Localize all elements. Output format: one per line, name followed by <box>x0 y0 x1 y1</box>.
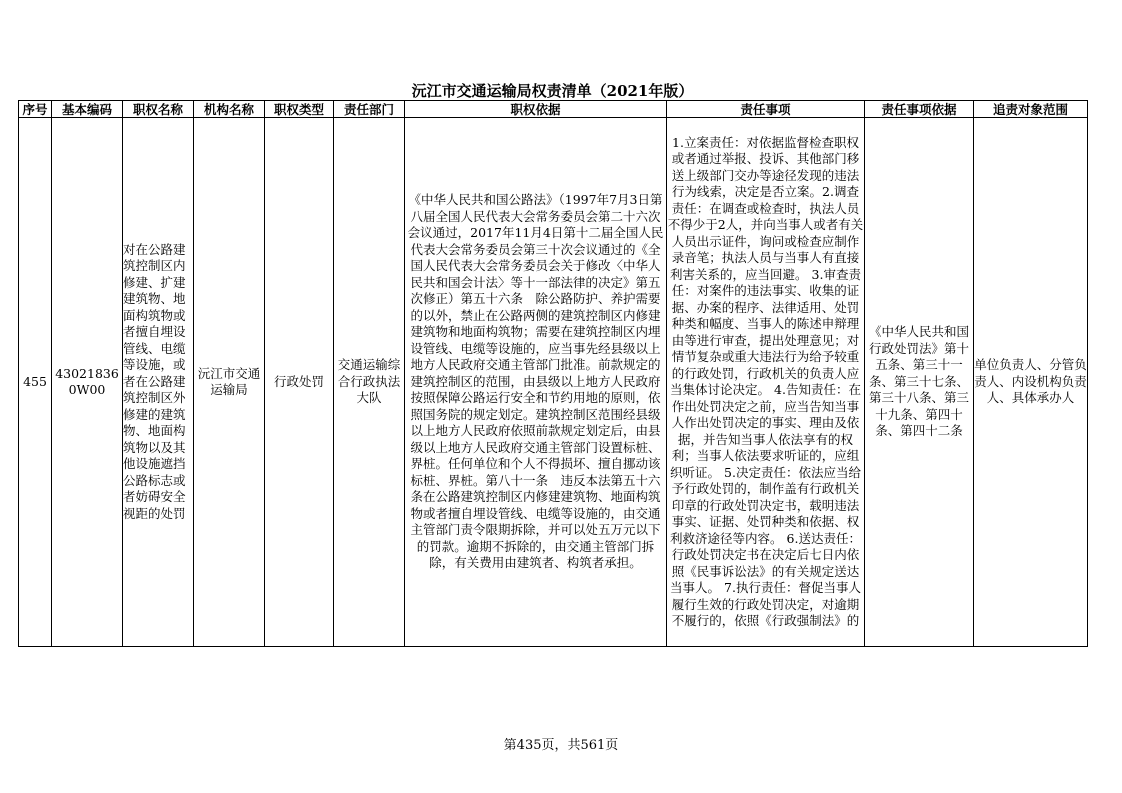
header-row <box>19 101 1088 118</box>
header-seq: 序号 <box>19 101 52 118</box>
header-basis: 职权依据 <box>405 101 667 118</box>
header-power-name: 职权名称 <box>123 101 194 118</box>
table-row <box>19 118 1088 647</box>
header-power-type: 职权类型 <box>265 101 334 118</box>
header-org-name: 机构名称 <box>194 101 265 118</box>
cell-code: 430218360W00 <box>52 118 123 647</box>
page-title: 沅江市交通运输局权责清单（2021年版） <box>411 82 694 100</box>
header-scope: 追责对象范围 <box>974 101 1088 118</box>
cell-seq: 455 <box>19 118 52 647</box>
cell-power-name: 对在公路建筑控制区内修建、扩建建筑物、地面构筑物或者擅自埋设管线、电缆等设施，或者在公路建筑控制区外修建的建筑物、地面构筑物以及其他设施遮挡公路标志或者妨碍安全视距的处罚 <box>123 118 194 647</box>
page-number: 第435页，共561页 <box>503 738 619 753</box>
cell-dept: 交通运输综合行政执法大队 <box>334 118 405 647</box>
duty-list-table <box>18 100 1088 647</box>
cell-basis: 《中华人民共和国公路法》（1997年7月3日第八届全国人民代表大会常务委员会第二十六次会议通过，2017年11月4日第十二届全国人民代表大会常务委员会第三十次会议通过的《全国人民代表大会常务委员会关于修改〈中华人民共和国会计法〉等十一部法律的决定》第五次修正）第五十六条 除公路防护、养护需要的以外，禁止在公路两侧的建筑控制区内修建建筑物和地面构筑物；需要在建筑控制区内埋设管线、电缆等设施的，应当事先经县级以上地方人民政府交通主管部门批准。前款规定的建筑控制区的范围，由县级以上地方人民政府按照保障公路运行安全和节约用地的原则，依照国务院的规定划定。建筑控制区范围经县级以上地方人民政府依照前款规定划定后，由县级以上地方人民政府交通主管部门设置标桩、界桩。任何单位和个人不得损坏、擅自挪动该标桩、界桩。第八十一条 违反本法第五十六条在公路建筑控制区内修建建筑物、地面构筑物或者擅自埋设管线、电缆等设施的，由交通主管部门责令限期拆除，并可以处五万元以下的罚款。逾期不拆除的，由交通主管部门拆除，有关费用由建筑者、构筑者承担。 <box>405 118 667 647</box>
cell-scope: 单位负责人、分管负责人、内设机构负责人、具体承办人 <box>974 118 1088 647</box>
cell-power-type: 行政处罚 <box>265 118 334 647</box>
header-code: 基本编码 <box>52 101 123 118</box>
header-item-basis: 责任事项依据 <box>865 101 974 118</box>
cell-org-name: 沅江市交通运输局 <box>194 118 265 647</box>
cell-items: 1.立案责任：对依据监督检查职权或者通过举报、投诉、其他部门移送上级部门交办等途径发现的违法行为线索，决定是否立案。2.调查责任：在调查或检查时，执法人员不得少于2人，并向当事人或者有关人员出示证件，询问或检查应制作录音笔；执法人员与当事人有直接利害关系的，应当回避。 3.审查责任：对案件的违法事实、收集的证据、办案的程序、法律适用、处罚种类和幅度、当事人的陈述申辩理由等进行审查，提出处理意见；对情节复杂或重大违法行为给予较重的行政处罚，行政机关的负责人应当集体讨论决定。 4.告知责任：在作出处罚决定之前，应当告知当事人作出处罚决定的事实、理由及依据，并告知当事人依法享有的权利；当事人依法要求听证的，应组织听证。 5.决定责任：依法应当给予行政处罚的，制作盖有行政机关印章的行政处罚决定书，载明违法事实、证据、处罚种类和依据、权利救济途径等内容。 6.送达责任：行政处罚决定书在决定后七日内依照《民事诉讼法》的有关规定送达当事人。 7.执行责任：督促当事人履行生效的行政处罚决定，对逾期不履行的，依照《行政强制法》的 <box>667 118 865 647</box>
cell-item-basis: 《中华人民共和国行政处罚法》第十五条、第三十一条、第三十七条、第三十八条、第三十九条、第四十条、第四十二条 <box>865 118 974 647</box>
header-dept: 责任部门 <box>334 101 405 118</box>
header-items: 责任事项 <box>667 101 865 118</box>
